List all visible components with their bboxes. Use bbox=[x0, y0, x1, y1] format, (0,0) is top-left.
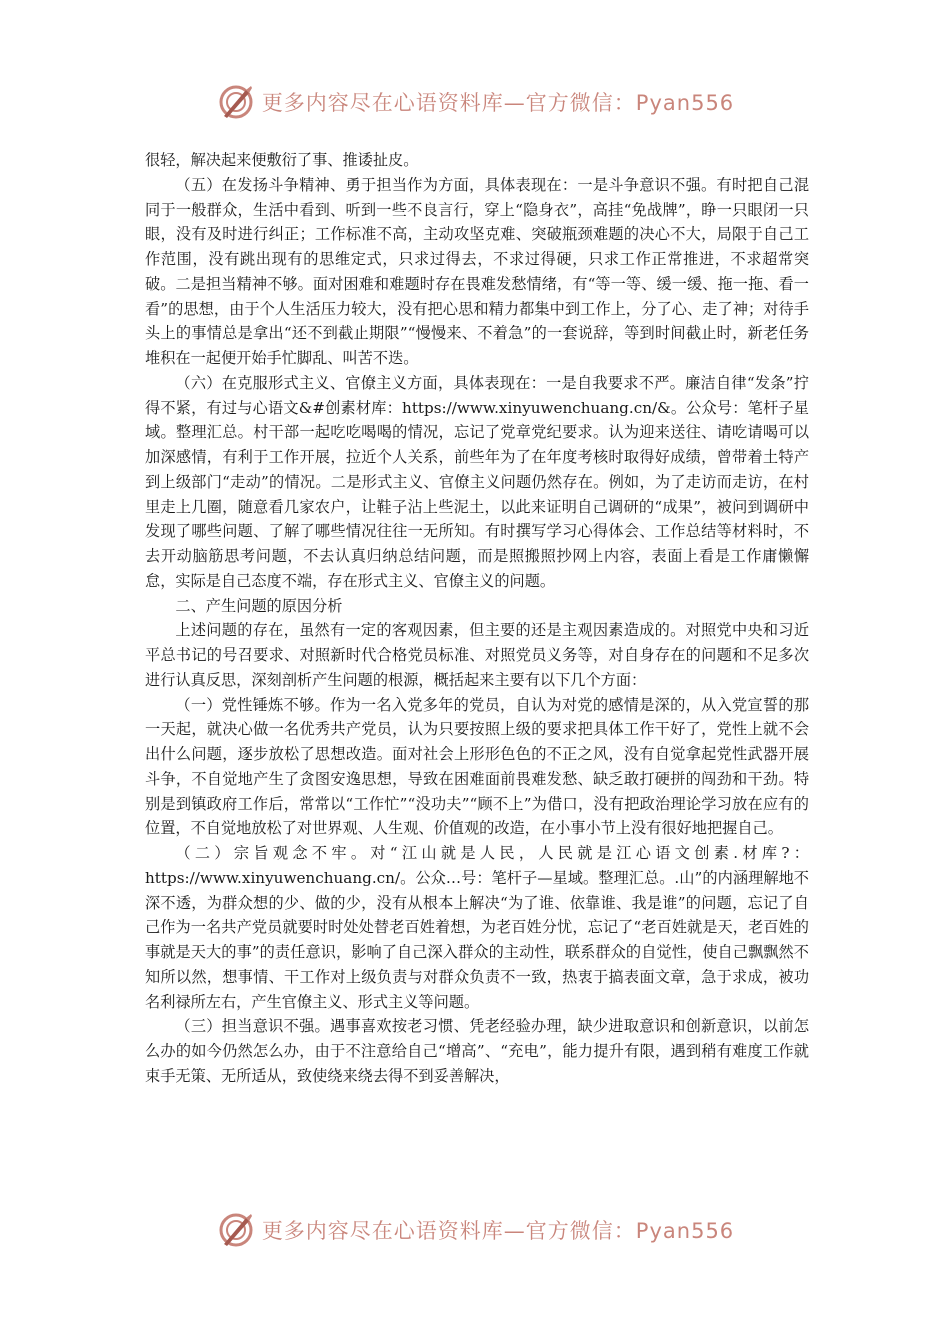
pen-logo-icon bbox=[216, 82, 256, 122]
section-heading: 二、产生问题的原因分析 bbox=[175, 596, 343, 615]
footer-banner bbox=[0, 1208, 950, 1252]
paragraph: （六）在克服形式主义、官僚主义方面，具体表现在：一是自我要求不严。廉洁自律“发条”拧得不紧，有过与心语文&#创素材库：https://www.xinyuwenchuang.cn/&。公众号：笔杆子星域。整理汇总。村干部一起吃吃喝喝的情况，忘记了党章党纪要求。认为迎来送往、请吃请喝可以加深感情，有利于工作开展，拉近个人关系，前些年为了在年度考核时取得好成绩，曾带着土特产到上级部门“走动”的情况。二是形式主义、官僚主义问题仍然存在。例如，为了走访而走访，在村里走上几圈，随意看几家农户，让鞋子沾上些泥土，以此来证明自己调研的“成果”，被问到调研中发现了哪些问题、了解了哪些情况往往一无所知。有时撰写学习心得体会、工作总结等材料时，不去开动脑筋思考问题，不去认真归纳总结问题，而是照搬照抄网上内容，表面上看是工作庸懒懈怠，实际是自己态度不端，存在形式主义、官僚主义的问题。 bbox=[145, 373, 809, 590]
paragraph: 上述问题的存在，虽然有一定的客观因素，但主要的还是主观因素造成的。对照党中央和习近平总书记的号召要求、对照新时代合格党员标准、对照党员义务等，对自身存在的问题和不足多次进行认真反思，深刻剖析产生问题的根源，概括起来主要有以下几个方面： bbox=[145, 621, 809, 689]
paragraph: （二）宗旨观念不牢。对“江山就是人民，人民就是江心语文创素.材库?：https://www.xinyuwenchuang.cn/。公众…号：笔杆子—星域。整理汇总。.山”的内涵理解地不深不透，为群众想的少、做的少，没有从根本上解决“为了谁、依靠谁、我是谁”的问题，忘记了自己作为一名共产党员就要时时处处替老百姓着想，为老百姓分忧，忘记了“老百姓就是天，老百姓的事就是天大的事”的责任意识，影响了自己深入群众的主动性，联系群众的自觉性，使自己飘飘然不知所以然，想事情、干工作对上级负责与对群众负责不一致，热衷于搞表面文章，急于求成，被功名利禄所左右，产生官僚主义、形式主义等问题。 bbox=[145, 844, 809, 1011]
paragraph: （三）担当意识不强。遇事喜欢按老习惯、凭老经验办理，缺少进取意识和创新意识，以前怎么办的如今仍然怎么办，由于不注意给自己“增高”、“充电”，能力提升有限，遇到稍有难度工作就束手无策、无所适从，致使绕来绕去得不到妥善解决， bbox=[145, 1017, 809, 1085]
pen-logo-icon bbox=[216, 1210, 256, 1250]
paragraph: （五）在发扬斗争精神、勇于担当作为方面，具体表现在：一是斗争意识不强。有时把自己混同于一般群众，生活中看到、听到一些不良言行，穿上“隐身衣”，高挂“免战牌”，睁一只眼闭一只眼，没有及时进行纠正；工作标准不高，主动攻坚克难、突破瓶颈难题的决心不大，局限于自己工作范围，没有跳出现有的思维定式，只求过得去，不求过得硬，只求工作正常推进，不求超常突破。二是担当精神不够。面对困难和难题时存在畏难发愁情绪，有“等一等、缓一缓、拖一拖、看一看”的思想，由于个人生活压力较大，没有把心思和精力都集中到工作上，分了心、走了神；对待手头上的事情总是拿出“还不到截止期限”“慢慢来、不着急”的一套说辞，等到时间截止时，新老任务堆积在一起便开始手忙脚乱、叫苦不迭。 bbox=[145, 175, 809, 367]
footer-banner-text: 更多内容尽在心语资料库—官方微信：Pyan556 bbox=[261, 1219, 735, 1243]
paragraph: （一）党性锤炼不够。作为一名入党多年的党员，自认为对党的感情是深的，从入党宣誓的那一天起，就决心做一名优秀共产党员，认为只要按照上级的要求把具体工作干好了，党性上就不会出什么问题，逐步放松了思想改造。面对社会上形形色色的不正之风，没有自觉拿起党性武器开展斗争，不自觉地产生了贪图安逸思想，导致在困难面前畏难发愁、缺乏敢打硬拼的闯劲和干劲。特别是到镇政府工作后，常常以“工作忙”“没功夫”“顾不上”为借口，没有把政治理论学习放在应有的位置，不自觉地放松了对世界观、人生观、价值观的改造，在小事小节上没有很好地把握自己。 bbox=[145, 695, 809, 838]
paragraph: 很轻，解决起来便敷衍了事、推诿扯皮。 bbox=[145, 151, 419, 169]
header-banner bbox=[0, 80, 950, 124]
header-banner-text: 更多内容尽在心语资料库—官方微信：Pyan556 bbox=[261, 91, 735, 115]
document-body bbox=[145, 148, 809, 1089]
